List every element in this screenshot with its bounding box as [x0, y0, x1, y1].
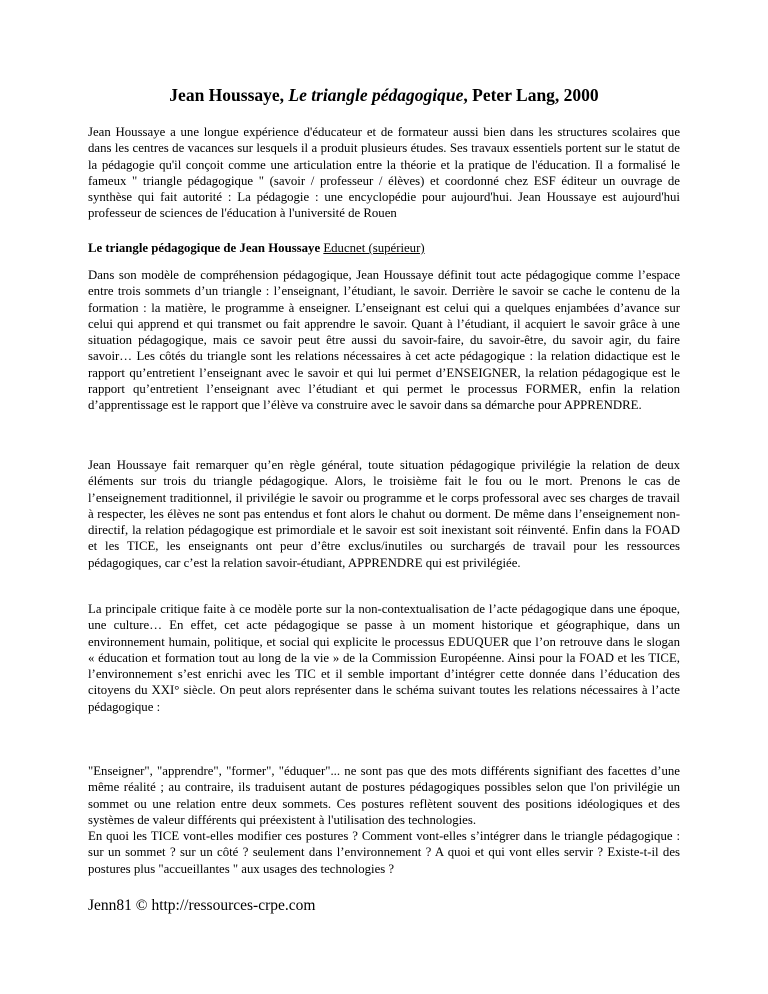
title-author: Jean Houssaye, [169, 85, 289, 105]
intro-paragraph: Jean Houssaye a une longue expérience d'éducateur et de formateur aussi bien dans les structures scolaires que dans les centres de vacances sur lesquels il a produit plusieurs études. Ses travaux essentiels portent sur le statut de la pédagogie qu'il conçoit comme une articulation entre la théorie et la pratique de l'éducation. Il a formalisé le fameux " triangle pédagogique " (savoir / professeur / élèves) et coordonné chez ESF éditeur un ouvrage de synthèse qui fait autorité : La pédagogie : une encyclopédie pour aujourd'hui. Jean Houssaye est aujourd'hui professeur de sciences de l'éducation à l'université de Rouen [88, 125, 680, 221]
paragraph-4: "Enseigner", "apprendre", "former", "éduquer"... ne sont pas que des mots différents signifiant des facettes d’une même réalité ; au contraire, ils traduisent autant de postures pédagogiques possibles selon que l'on privilégie un sommet ou une relation entre deux sommets. Ces postures reflètent souvent des positions idéologiques et des systèmes de valeur différents qui préexistent à l'utilisation des technologies. [88, 764, 680, 827]
footer-credit: Jenn81 © http://ressources-crpe.com [88, 897, 316, 914]
section-heading [88, 240, 680, 256]
title-book: Le triangle pédagogique [288, 85, 464, 105]
paragraph-3: La principale critique faite à ce modèle porte sur la non-contextualisation de l’acte pédagogique dans une époque, une culture… En effet, cet acte pédagogique se passe à un moment historique et géographique, dans un environnement humain, politique, et social qui explicite le processus EDUQUER que l’on retrouve dans le slogan « éducation et formation tout au long de la vie » de la Commission Européenne. Ainsi pour la FOAD et les TICE, l’environnement s’est enrichi avec les TIC et il semble important d’intégrer cette donnée dans l’éducation des citoyens du XXI° siècle. On peut alors représenter dans le schéma suivant toutes les relations nécessaires à l’acte pédagogique : [88, 602, 680, 714]
title-publisher: , Peter Lang, 2000 [463, 85, 599, 105]
paragraph-5: En quoi les TICE vont-elles modifier ces postures ? Comment vont-elles s’intégrer dans le triangle pédagogique : sur un sommet ? sur un côté ? seulement dans l’environnement ? A quoi et qui vont elles servir ? Existe-t-il des postures plus "accueillantes " aux usages des technologies ? [88, 829, 680, 876]
section-heading-text: Le triangle pédagogique de Jean Houssaye [88, 241, 321, 255]
paragraph-2: Jean Houssaye fait remarquer qu’en règle général, toute situation pédagogique privilégie la relation de deux éléments sur trois du triangle pédagogique. Alors, le troisième fait le fou ou le mort. Prenons le cas de l’enseignement traditionnel, il privilégie le savoir ou programme et le corps professoral avec ses charges de travail à respecter, les élèves ne sont pas entendus et font alors le chahut ou dorment. De même dans l’enseignement non-directif, la relation pédagogique est primordiale et le savoir est soit inexistant soit réinventé. Enfin dans la FOAD et les TICE, les enseignants ont peur d’être exclus/inutiles ou surchargés de travail pour les ressources pédagogiques, car c’est la relation savoir-étudiant, APPRENDRE qui est privilégiée. [88, 458, 680, 570]
educnet-link[interactable]: Educnet (supérieur) [323, 241, 425, 255]
page-title [80, 84, 688, 106]
paragraph-1: Dans son modèle de compréhension pédagogique, Jean Houssaye définit tout acte pédagogique comme l’espace entre trois sommets d’un triangle : l’enseignant, l’étudiant, le savoir. Derrière le savoir se cache le contenu de la formation : la matière, le programme à enseigner. L’enseignant est celui qui a quelques enjambées d’avance sur celui qui apprend et qui transmet ou fait apprendre le savoir. Quant à l’étudiant, il acquiert le savoir grâce à une situation pédagogique, mais ce savoir peut être aussi du savoir-faire, du savoir-être, du savoir agir, du faire savoir… Les côtés du triangle sont les relations nécessaires à cet acte pédagogique : la relation didactique est le rapport qu’entretient l’enseignant avec le savoir et qui lui permet d’ENSEIGNER, la relation pédagogique est le rapport qu’entretient l’enseignant avec l’étudiant et qui permet le processus FORMER, enfin la relation d’apprentissage est le rapport que l’élève va construire avec le savoir dans sa démarche pour APPRENDRE. [88, 268, 680, 413]
